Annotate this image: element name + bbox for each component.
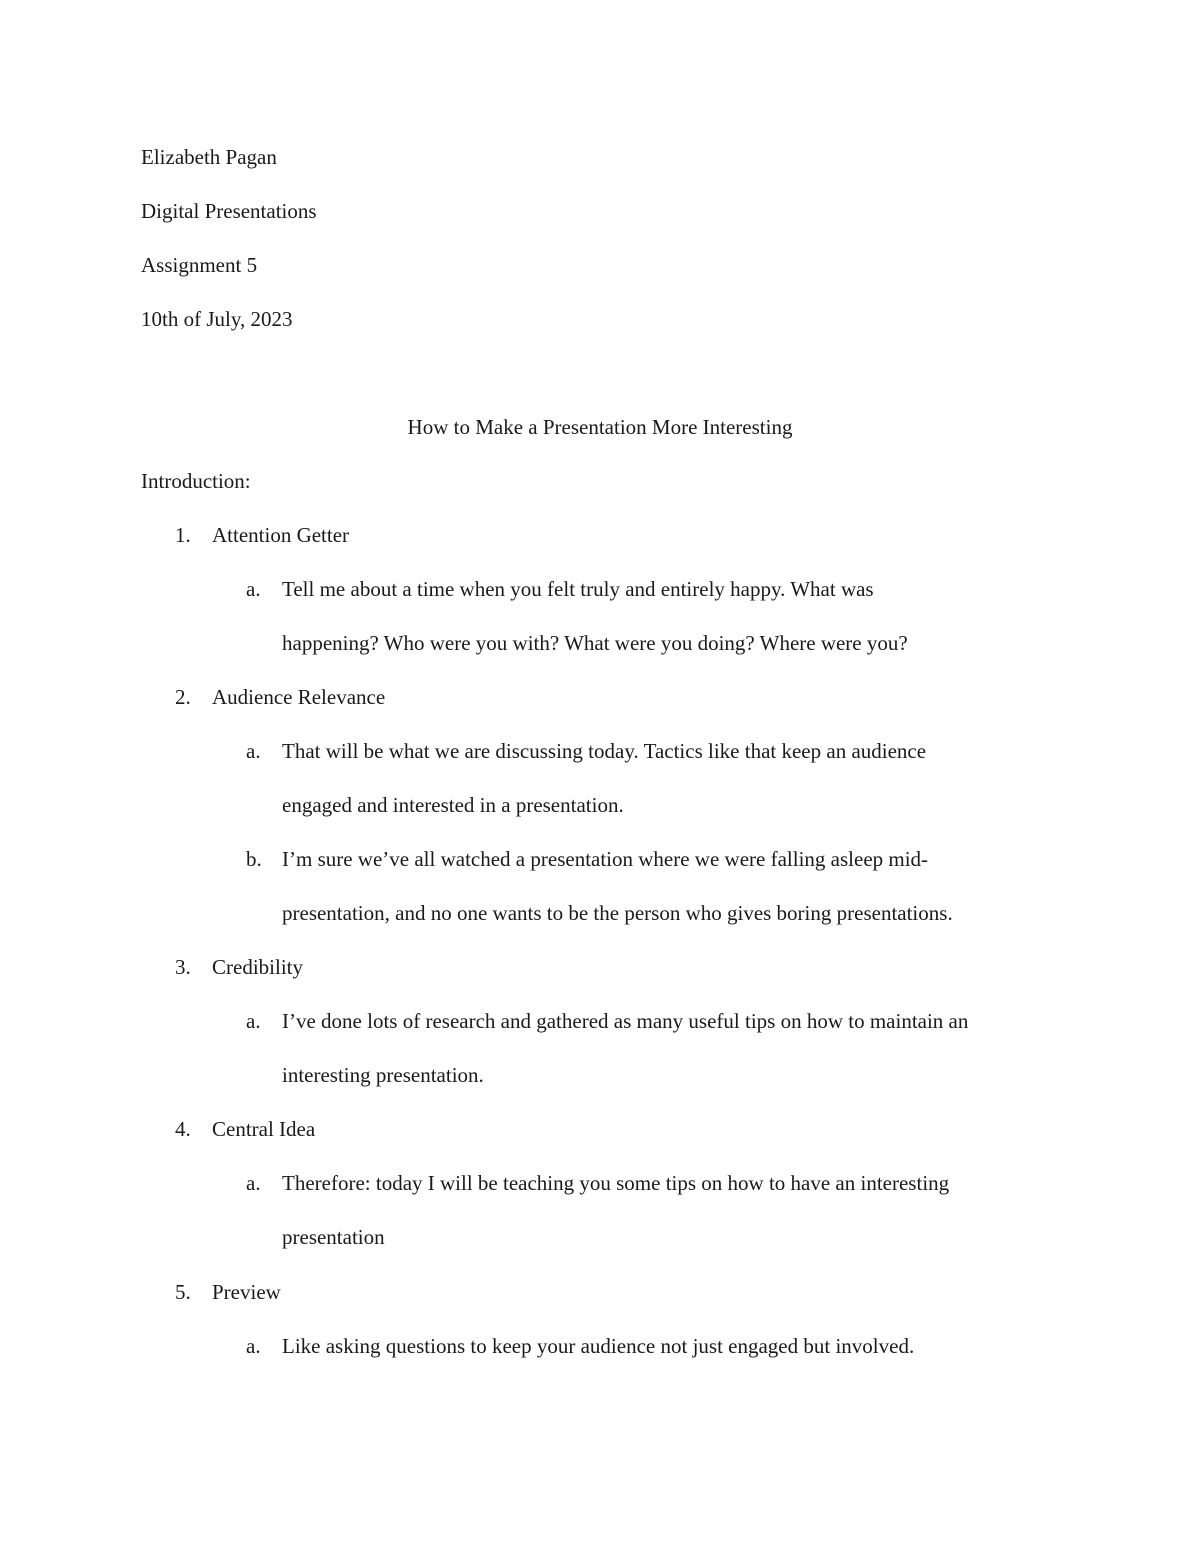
outline-item-number: 3. (175, 955, 191, 979)
outline-item-heading: Central Idea (212, 1117, 316, 1141)
sub-item-letter: a. (246, 1334, 261, 1358)
sub-item-text: interesting presentation. (282, 1063, 484, 1087)
sub-item-letter: b. (246, 847, 262, 871)
sub-item-letter: a. (246, 1171, 261, 1195)
course-name: Digital Presentations (141, 199, 317, 223)
outline-item-heading: Audience Relevance (212, 685, 386, 709)
sub-item-letter: a. (246, 577, 261, 601)
assignment-label: Assignment 5 (141, 253, 258, 277)
sub-item-text: Like asking questions to keep your audience not just engaged but involved. (282, 1334, 915, 1358)
sub-item-text: That will be what we are discussing today. Tactics like that keep an audience (282, 739, 927, 763)
outline-item-number: 5. (175, 1280, 191, 1304)
sub-item-text: presentation, and no one wants to be the person who gives boring presentations. (282, 901, 953, 925)
section-label: Introduction: (141, 469, 251, 493)
sub-item-text: engaged and interested in a presentation. (282, 793, 624, 817)
outline-item-heading: Attention Getter (212, 523, 350, 547)
sub-item-text: I’ve done lots of research and gathered as many useful tips on how to maintain an (282, 1009, 969, 1033)
outline-item-heading: Credibility (212, 955, 303, 979)
document-title: How to Make a Presentation More Interesting (407, 415, 793, 439)
sub-item-text: Tell me about a time when you felt truly and entirely happy. What was (282, 577, 874, 601)
sub-item-letter: a. (246, 1009, 261, 1033)
sub-item-letter: a. (246, 739, 261, 763)
sub-item-text: presentation (282, 1225, 385, 1249)
author-name: Elizabeth Pagan (141, 145, 277, 169)
sub-item-text: happening? Who were you with? What were you doing? Where were you? (282, 631, 908, 655)
sub-item-text: I’m sure we’ve all watched a presentation where we were falling asleep mid- (282, 847, 929, 871)
outline-item-number: 4. (175, 1117, 191, 1141)
sub-item-text: Therefore: today I will be teaching you some tips on how to have an interesting (282, 1171, 950, 1195)
outline-item-heading: Preview (212, 1280, 281, 1304)
document-date: 10th of July, 2023 (141, 307, 293, 331)
outline-item-number: 1. (175, 523, 191, 547)
outline-item-number: 2. (175, 685, 191, 709)
